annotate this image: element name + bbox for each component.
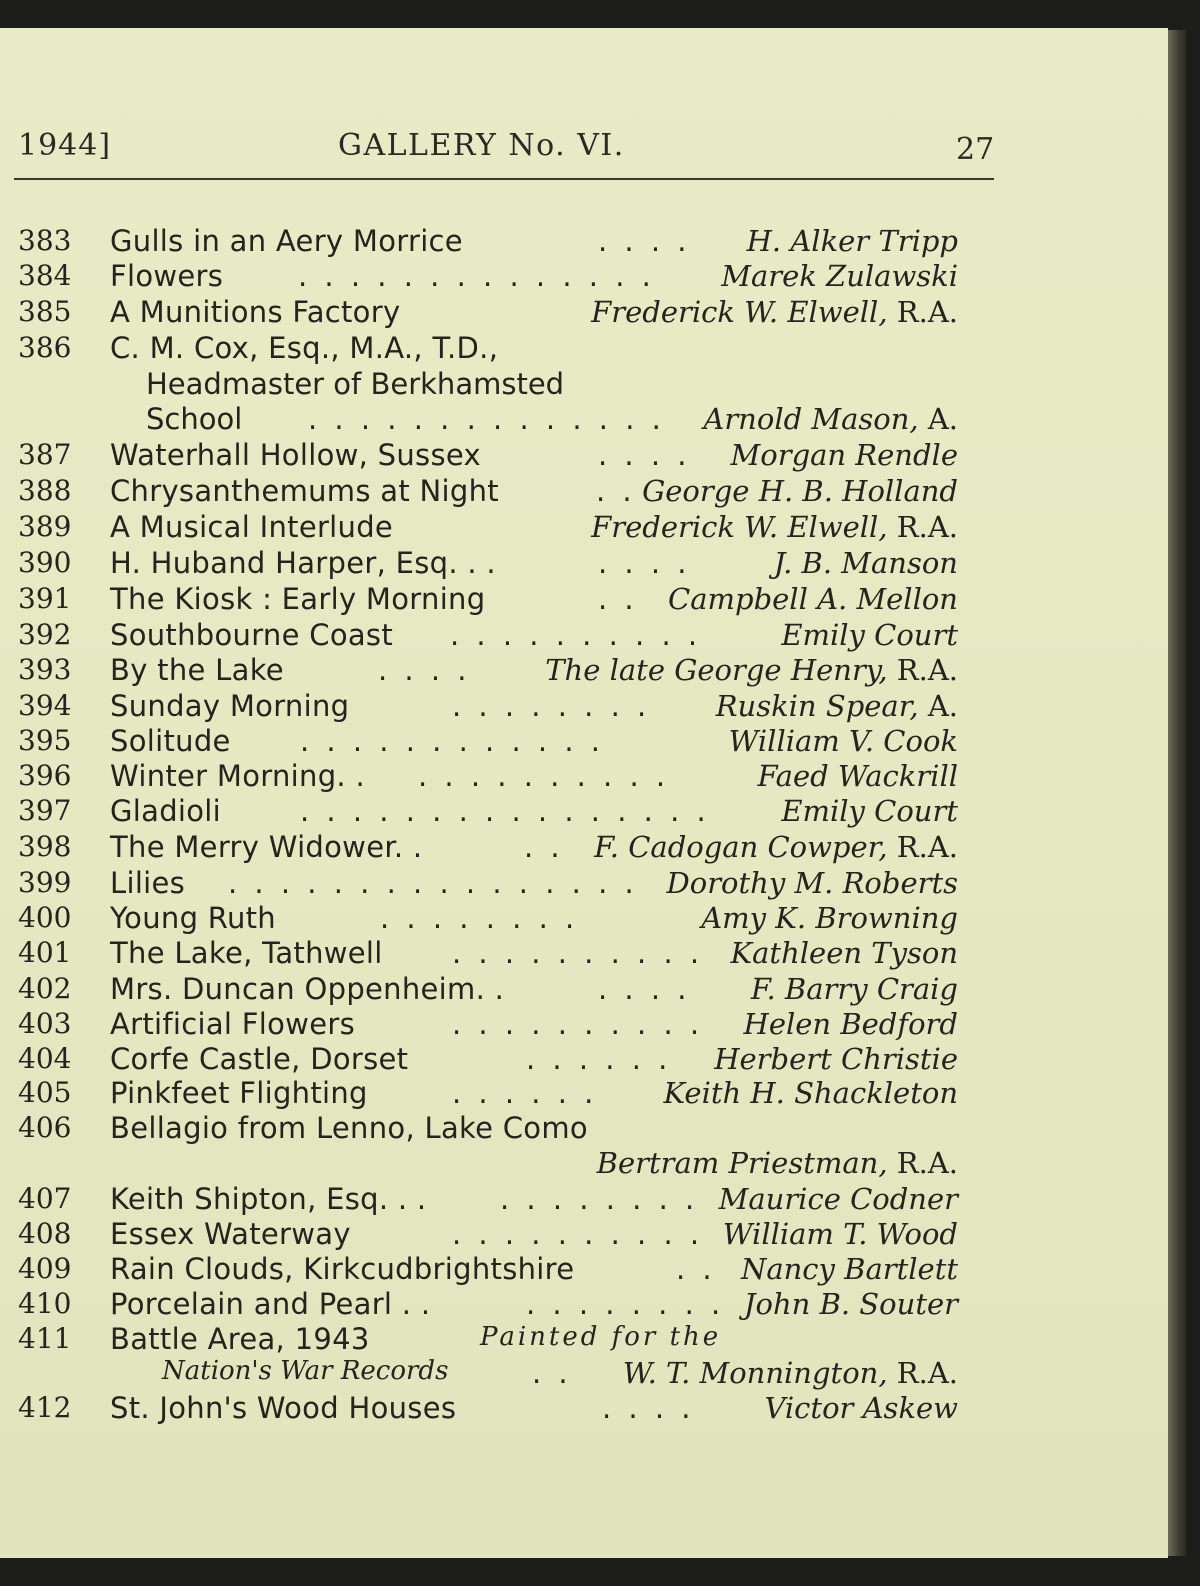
entry-title: Bellagio from Lenno, Lake Como <box>110 1111 588 1145</box>
entry-title: Flowers <box>110 259 224 293</box>
entry-number: 388 <box>18 474 72 507</box>
entry-383 <box>0 224 1168 260</box>
entry-title: The Merry Widower. . <box>110 830 423 864</box>
entry-artist: Morgan Rendle <box>730 438 958 472</box>
entry-artist: Emily Court <box>781 794 958 828</box>
entry-384 <box>0 259 1168 295</box>
entry-title: Waterhall Hollow, Sussex <box>110 438 481 472</box>
entry-artist: Dorothy M. Roberts <box>666 866 958 900</box>
entry-artist: Frederick W. Elwell, R.A. <box>591 510 958 544</box>
entry-title: A Munitions Factory <box>110 295 401 329</box>
entry-title: The Lake, Tathwell <box>110 936 383 970</box>
entry-392 <box>0 618 1168 654</box>
entry-405 <box>0 1076 1168 1112</box>
entry-title: Sunday Morning <box>110 689 350 723</box>
header-rule <box>14 178 994 180</box>
entry-title: Mrs. Duncan Oppenheim. . <box>110 972 505 1006</box>
entry-397 <box>0 794 1168 830</box>
leader-dots: . . . . . . . . . . . . . . <box>298 259 655 293</box>
entry-399 <box>0 866 1168 902</box>
entry-artist: J. B. Manson <box>773 546 958 580</box>
entry-403 <box>0 1007 1168 1043</box>
entry-title: Porcelain and Pearl . . <box>110 1287 431 1321</box>
entry-note: Painted for the <box>480 1322 722 1352</box>
entry-401 <box>0 936 1168 972</box>
entry-394 <box>0 689 1168 725</box>
entry-number: 389 <box>18 510 72 543</box>
entry-388 <box>0 474 1168 510</box>
leader-dots: . . <box>524 830 564 864</box>
page-edge <box>1168 30 1186 1556</box>
entry-artist: Faed Wackrill <box>757 759 958 793</box>
entry-artist: H. Alker Tripp <box>746 224 958 258</box>
entry-number: 396 <box>18 759 72 792</box>
entry-title: Southbourne Coast <box>110 618 394 652</box>
entry-number: 399 <box>18 866 72 899</box>
entry-400 <box>0 901 1168 937</box>
entry-title: Chrysanthemums at Night <box>110 474 499 508</box>
leader-dots: . . <box>532 1356 572 1390</box>
entry-number: 404 <box>18 1042 72 1075</box>
leader-dots: . . . . . . . . . . <box>452 1007 704 1041</box>
entry-title: A Musical Interlude <box>110 510 394 544</box>
entry-title: The Kiosk : Early Morning <box>110 582 486 616</box>
entry-number: 403 <box>18 1007 72 1040</box>
artist-suffix: A. <box>927 689 958 723</box>
leader-dots: . . . . <box>378 653 471 687</box>
leader-dots: . . . . . . . . . . <box>418 759 670 793</box>
entry-title: Rain Clouds, Kirkcudbrightshire <box>110 1252 575 1286</box>
entry-artist: Herbert Christie <box>714 1042 958 1076</box>
leader-dots: . . . . . . . . <box>500 1182 699 1216</box>
entry-407 <box>0 1182 1168 1218</box>
leader-dots: . . . . . . . . . . . . . . <box>308 402 665 436</box>
leader-dots: . . . . <box>598 224 691 258</box>
entry-artist: William T. Wood <box>722 1217 958 1251</box>
leader-dots: . . . . <box>598 972 691 1006</box>
entry-number: 387 <box>18 438 72 471</box>
leader-dots: . . <box>676 1252 716 1286</box>
header-title: GALLERY No. VI. <box>338 128 625 163</box>
entry-artist: F. Barry Craig <box>750 972 958 1006</box>
entry-number: 395 <box>18 724 72 757</box>
entry-number: 411 <box>18 1322 72 1355</box>
artist-suffix: R.A. <box>896 653 958 687</box>
leader-dots: . . . . . . . . . . <box>452 1217 704 1251</box>
entry-number: 392 <box>18 618 72 651</box>
entry-title: Gladioli <box>110 794 222 828</box>
entry-number: 394 <box>18 689 72 722</box>
entry-title: Artificial Flowers <box>110 1007 355 1041</box>
entry-artist: Maurice Codner <box>718 1182 958 1216</box>
leader-dots: . . . . . . <box>526 1042 672 1076</box>
entry-artist: Victor Askew <box>764 1391 958 1425</box>
entry-number: 383 <box>18 224 72 257</box>
leader-dots: . . . . <box>598 546 691 580</box>
entry-396 <box>0 759 1168 795</box>
entry-406-line2 <box>0 1146 1168 1182</box>
entry-number: 384 <box>18 259 72 292</box>
entry-artist: Nancy Bartlett <box>740 1252 958 1286</box>
page-number: 27 <box>956 132 995 167</box>
entry-artist: Campbell A. Mellon <box>668 582 958 616</box>
entry-title: Young Ruth <box>110 901 276 935</box>
entry-number: 398 <box>18 830 72 863</box>
entry-title: H. Huband Harper, Esq. . . <box>110 546 496 580</box>
entry-number: 402 <box>18 972 72 1005</box>
entry-number: 406 <box>18 1111 72 1144</box>
entry-390 <box>0 546 1168 582</box>
entry-402 <box>0 972 1168 1008</box>
entry-title: Pinkfeet Flighting <box>110 1076 368 1110</box>
entry-411-line2 <box>0 1356 1168 1392</box>
entry-title-cont: School <box>146 402 243 436</box>
entry-title-cont: Headmaster of Berkhamsted <box>146 367 565 401</box>
entry-artist: The late George Henry, R.A. <box>545 653 958 687</box>
entry-409 <box>0 1252 1168 1288</box>
leader-dots: . . . . . . . . <box>380 901 579 935</box>
entry-385 <box>0 295 1168 331</box>
entry-number: 410 <box>18 1287 72 1320</box>
leader-dots: . . . . . . . . . . . . . . . . <box>228 866 638 900</box>
artist-suffix: R.A. <box>896 510 958 544</box>
entry-412 <box>0 1391 1168 1427</box>
entry-391 <box>0 582 1168 618</box>
entry-artist: Keith H. Shackleton <box>663 1076 958 1110</box>
entry-artist: Bertram Priestman, R.A. <box>596 1146 958 1180</box>
entry-393 <box>0 653 1168 689</box>
entry-artist: Amy K. Browning <box>701 901 958 935</box>
entry-number: 397 <box>18 794 72 827</box>
artist-suffix: R.A. <box>896 1356 958 1390</box>
artist-suffix: R.A. <box>896 1146 958 1180</box>
header-year: 1944] <box>18 128 112 163</box>
entry-number: 390 <box>18 546 72 579</box>
entry-artist: Kathleen Tyson <box>730 936 958 970</box>
entry-number: 400 <box>18 901 72 934</box>
leader-dots: . . <box>598 582 638 616</box>
entry-artist: Marek Zulawski <box>721 259 958 293</box>
entry-number: 409 <box>18 1252 72 1285</box>
entry-title: Essex Waterway <box>110 1217 351 1251</box>
entry-387 <box>0 438 1168 474</box>
leader-dots: . . . . . . . . . . . . <box>300 724 605 758</box>
entry-title: Gulls in an Aery Morrice <box>110 224 463 258</box>
entry-artist: Arnold Mason, A. <box>703 402 958 436</box>
entry-number: 405 <box>18 1076 72 1109</box>
entry-title: St. John's Wood Houses <box>110 1391 457 1425</box>
entry-number: 386 <box>18 331 72 364</box>
artist-suffix: R.A. <box>896 295 958 329</box>
entry-artist: Frederick W. Elwell, R.A. <box>591 295 958 329</box>
entry-artist: Emily Court <box>781 618 958 652</box>
entry-artist: W. T. Monnington, R.A. <box>622 1356 958 1390</box>
entry-title: Winter Morning. . <box>110 759 365 793</box>
leader-dots: . . . . <box>602 1391 695 1425</box>
entry-title: Keith Shipton, Esq. . . <box>110 1182 427 1216</box>
entry-389 <box>0 510 1168 546</box>
leader-dots: . . <box>596 474 636 508</box>
entry-artist: William V. Cook <box>728 724 958 758</box>
entry-artist: Ruskin Spear, A. <box>715 689 958 723</box>
entry-395 <box>0 724 1168 760</box>
entry-artist: Helen Bedford <box>743 1007 958 1041</box>
entry-404 <box>0 1042 1168 1078</box>
entry-410 <box>0 1287 1168 1323</box>
entry-406 <box>0 1111 1168 1147</box>
leader-dots: . . . . . . . . <box>452 689 651 723</box>
leader-dots: . . . . . . . . . . <box>450 618 702 652</box>
entry-398 <box>0 830 1168 866</box>
entry-number: 408 <box>18 1217 72 1250</box>
entry-number: 412 <box>18 1391 72 1424</box>
entry-artist: George H. B. Holland <box>642 474 958 508</box>
artist-suffix: R.A. <box>896 830 958 864</box>
entry-title: Corfe Castle, Dorset <box>110 1042 409 1076</box>
entry-411 <box>0 1322 1168 1358</box>
leader-dots: . . . . . . . . . . <box>452 936 704 970</box>
leader-dots: . . . . . . . . <box>526 1287 725 1321</box>
entry-number: 393 <box>18 653 72 686</box>
leader-dots: . . . . . . <box>452 1076 598 1110</box>
entry-note-cont: Nation's War Records <box>162 1356 449 1386</box>
entry-artist: F. Cadogan Cowper, R.A. <box>594 830 958 864</box>
entry-number: 401 <box>18 936 72 969</box>
entry-title: C. M. Cox, Esq., M.A., T.D., <box>110 331 499 365</box>
entry-number: 385 <box>18 295 72 328</box>
entry-386-line3 <box>0 402 1168 438</box>
entry-title: Solitude <box>110 724 231 758</box>
leader-dots: . . . . <box>598 438 691 472</box>
artist-suffix: A. <box>927 402 958 436</box>
entry-title: By the Lake <box>110 653 284 687</box>
entry-artist: John B. Souter <box>743 1287 958 1321</box>
entry-386 <box>0 331 1168 367</box>
entry-number: 407 <box>18 1182 72 1215</box>
entry-title: Battle Area, 1943 <box>110 1322 370 1356</box>
page-header <box>0 128 1168 178</box>
entry-408 <box>0 1217 1168 1253</box>
entry-number: 391 <box>18 582 72 615</box>
leader-dots: . . . . . . . . . . . . . . . . <box>300 794 710 828</box>
entry-title: Lilies <box>110 866 186 900</box>
entry-386-line2 <box>0 367 1168 403</box>
